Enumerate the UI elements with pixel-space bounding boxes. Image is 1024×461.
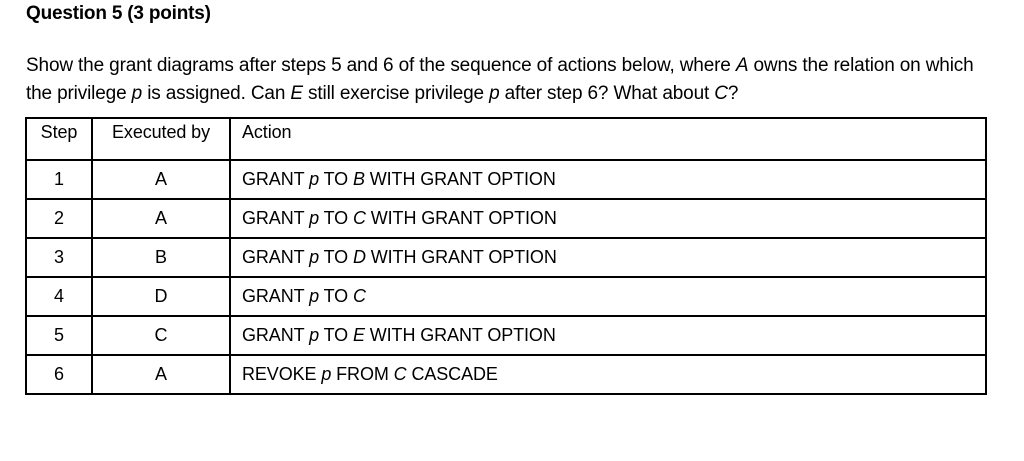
- table-row: [26, 199, 986, 238]
- action-text: GRANT: [242, 325, 310, 345]
- prompt-text: after step 6? What about: [499, 83, 715, 104]
- executed-by: B: [92, 238, 230, 277]
- prompt-text: is assigned. Can: [142, 83, 291, 104]
- table-row: [26, 355, 986, 394]
- action-text: TO: [319, 169, 353, 189]
- executed-by: A: [92, 199, 230, 238]
- action: [230, 355, 986, 394]
- action-text: REVOKE: [242, 364, 322, 384]
- action-user: C: [352, 286, 366, 306]
- action-user: C: [393, 364, 407, 384]
- step-number: 5: [26, 316, 92, 355]
- action-text: WITH GRANT OPTION: [365, 247, 557, 267]
- question-title: Question 5 (3 points): [26, 3, 211, 24]
- header-action: Action: [230, 118, 986, 160]
- action-privilege: p: [309, 247, 319, 267]
- header-step: Step: [26, 118, 92, 160]
- step-number: 1: [26, 160, 92, 199]
- step-number: 2: [26, 199, 92, 238]
- action-text: WITH GRANT OPTION: [364, 325, 556, 345]
- action-text: WITH GRANT OPTION: [365, 208, 557, 228]
- prompt-owner: A: [735, 55, 749, 76]
- executed-by: D: [92, 277, 230, 316]
- action-text: GRANT: [242, 247, 310, 267]
- actions-table: [25, 117, 987, 395]
- prompt-text: Show the grant diagrams after steps 5 and 6 of the sequence of actions below, where: [26, 55, 736, 76]
- step-number: 4: [26, 277, 92, 316]
- action: [230, 316, 986, 355]
- table-header-row: [26, 118, 986, 160]
- action-text: GRANT: [242, 286, 310, 306]
- prompt-user-c: C: [714, 83, 728, 104]
- step-number: 3: [26, 238, 92, 277]
- action-privilege: p: [309, 325, 319, 345]
- action-privilege: p: [309, 286, 319, 306]
- table-row: [26, 316, 986, 355]
- action-user: D: [352, 247, 366, 267]
- step-number: 6: [26, 355, 92, 394]
- action-privilege: p: [309, 169, 319, 189]
- action: [230, 199, 986, 238]
- prompt-privilege: p: [489, 83, 500, 104]
- action-text: GRANT: [242, 208, 310, 228]
- action-text: TO: [319, 325, 353, 345]
- action-user: C: [352, 208, 366, 228]
- action-text: GRANT: [242, 169, 310, 189]
- executed-by: A: [92, 355, 230, 394]
- action-text: TO: [319, 208, 353, 228]
- action-text: FROM: [331, 364, 394, 384]
- prompt-text: owns the relation on which the privilege: [26, 55, 974, 104]
- action-user: E: [352, 325, 365, 345]
- action: [230, 238, 986, 277]
- action-privilege: p: [321, 364, 332, 384]
- action-privilege: p: [309, 208, 319, 228]
- table-row: [26, 160, 986, 199]
- question-prompt: [26, 52, 1001, 108]
- executed-by: C: [92, 316, 230, 355]
- prompt-user-e: E: [290, 83, 303, 104]
- prompt-privilege: p: [131, 83, 143, 104]
- executed-by: A: [92, 160, 230, 199]
- header-executed-by: Executed by: [92, 118, 230, 160]
- prompt-text: ?: [727, 83, 739, 104]
- action-user: B: [352, 169, 365, 189]
- action: [230, 277, 986, 316]
- table-row: [26, 277, 986, 316]
- action-text: WITH GRANT OPTION: [364, 169, 556, 189]
- table-row: [26, 238, 986, 277]
- action-text: TO: [319, 286, 353, 306]
- action-text: TO: [319, 247, 353, 267]
- action-text: CASCADE: [406, 364, 498, 384]
- prompt-text: still exercise privilege: [302, 83, 490, 104]
- action: [230, 160, 986, 199]
